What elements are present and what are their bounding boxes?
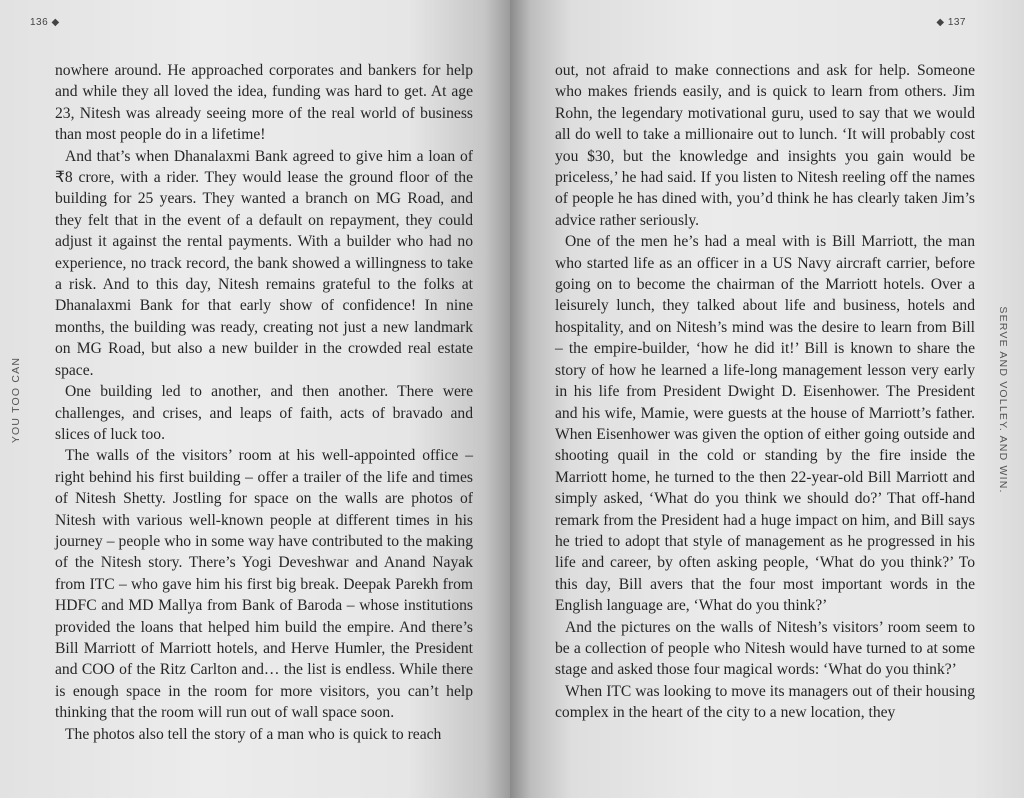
running-title-right: SERVE AND VOLLEY. AND WIN. [997,306,1009,494]
paragraph: One of the men he’s had a meal with is Bill Marriott, the man who started life as an officer in a US Navy aircraft carrier, before going on to become the chairman of the Marriott hotels. Over a leisurely lunch, they talked about life and business, hotels and hospitality, and on Nitesh’s mind was the desire to learn from Bill – the empire-builder, ‘how he did it!’ Bill is known to share the story of how he learned a life-long management lesson very early in his life from President Dwight D. Eisenhower. The President and his wife, Mamie, were guests at the house of Marriott’s father. When Eisenhower was given the option of either going outside and shooting quail in the cold or standing by the fire inside the Marriott home, he turned to the then 22-year-old Bill Marriott and simply asked, ‘What do you think we should do?’ That off-hand remark from the President had a huge impact on him, and Bill says he tried to adopt that style of management as he progressed in his life and career, by often asking people, ‘What do you think?’ To this day, Bill avers that the four most important words in the English language are, ‘What do you think?’ [555,233,975,615]
paragraph: out, not afraid to make connections and ask for help. Someone who makes friends easily, and is quick to learn from others. Jim Rohn, the legendary motivational guru, used to say that we would all do well to take a millionaire out to lunch. ‘It will probably cost you $30, but the knowledge and insights you gain would be priceless,’ he had said. If you listen to Nitesh reeling off the names of people he has dined with, you’d think he has clearly taken Jim’s advice rather seriously. [555,62,975,229]
page-number-right: ◆ 137 [936,17,966,28]
paragraph: And the pictures on the walls of Nitesh’s visitors’ room seem to be a collection of people who Nitesh would have turned to at some stage and asked those four magical words: ‘What do you think?’ [555,618,975,679]
right-page-text [555,60,975,724]
paragraph: And that’s when Dhanalaxmi Bank agreed to give him a loan of ₹8 crore, with a rider. They would lease the ground floor of the building for 25 years. They wanted a branch on MG Road, and they felt that in the event of a default on repayment, they could adjust it against the rental payments. With a builder who had no experience, no track record, the bank showed a willingness to take a risk. And to this day, Nitesh remains grateful to the folks at Dhanalaxmi Bank for that early show of confidence! In nine months, the building was ready, creating not just a new landmark on MG Road, but also a new builder in the crowded real estate space. [55,147,473,379]
paragraph: One building led to another, and then another. There were challenges, and crises, and leaps of faith, acts of bravado and slices of luck too. [55,383,473,443]
paragraph: The walls of the visitors’ room at his well-appointed office – right behind his first building – offer a trailer of the life and times of Nitesh Shetty. Jostling for space on the walls are photos of Nitesh with various well-known people at different times in his journey – people who in some way have contributed to the making of the Nitesh story. There’s Yogi Deveshwar and Anand Nayak from ITC – who gave him his first big break. Deepak Parekh from HDFC and MD Mallya from Bank of Baroda – whose institutions provided the loans that helped him build the empire. And there’s Bill Marriott of Marriott hotels, and Herve Humler, the President and COO of the Ritz Carlton and… the list is endless. While there is enough space in the room for more visitors, you can’t help thinking that the room will run out of wall space soon. [55,447,473,722]
page-number-left: 136 ◆ [30,17,60,28]
running-title-left: YOU TOO CAN [10,356,22,444]
left-page-text [55,60,473,745]
paragraph: When ITC was looking to move its managers out of their housing complex in the heart of the city to a new location, they [555,682,975,722]
paragraph: The photos also tell the story of a man who is quick to reach [65,725,442,743]
paragraph: nowhere around. He approached corporates and bankers for help and while they all loved the idea, funding was hard to get. At age 23, Nitesh was already seeing more of the real world of business than most people do in a lifetime! [55,62,473,144]
left-page [0,0,510,798]
